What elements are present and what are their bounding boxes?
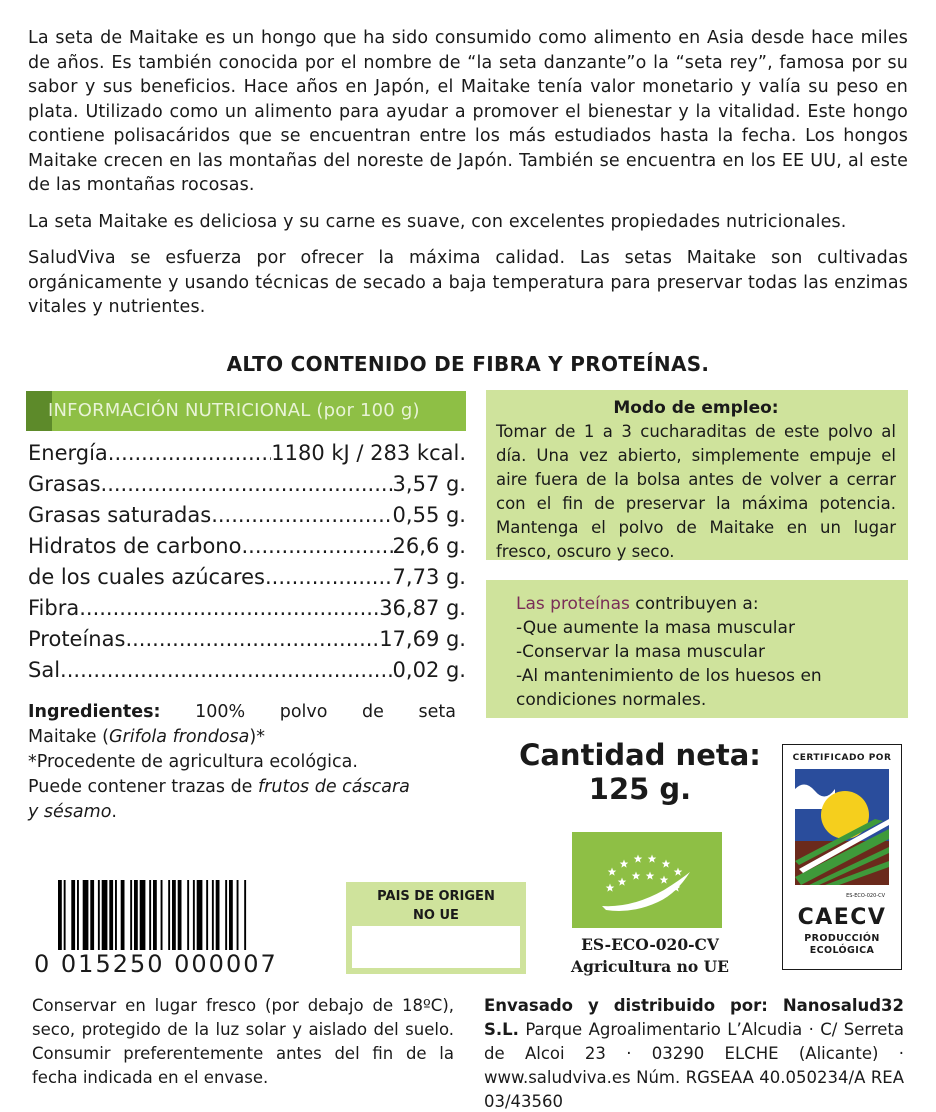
eu-organic-code: [560, 934, 740, 978]
caecv-logo-icon: [795, 769, 889, 901]
packer-label: Envasado y distribuido por: Nanosalud32 S.L.: [484, 996, 904, 1039]
eu-code: ES-ECO-020-CV: [581, 935, 719, 954]
barcode-bar: [90, 880, 94, 950]
caecv-subtitle: PRODUCCIÓN ECOLÓGICA: [804, 933, 880, 956]
caecv-small-code: ES-ECO-020-CV: [846, 893, 885, 899]
nutrition-leader-dots: [241, 531, 392, 562]
nutrition-label: Energía: [28, 441, 108, 465]
protein-claim: -Al mantenimiento de los huesos en: [516, 666, 822, 686]
nutrition-label: Grasas: [28, 472, 101, 496]
barcode-bar: [134, 880, 138, 950]
nutrition-label: de los cuales azúcares: [28, 565, 265, 589]
barcode-bar: [115, 880, 117, 950]
nutrition-leader-dots: [211, 500, 392, 531]
barcode: [58, 880, 298, 950]
protein-claim: -Conservar la masa muscular: [516, 642, 765, 662]
nutrition-leader-dots: [125, 624, 379, 655]
barcode-number: 0 015250 000007: [34, 950, 278, 978]
nutrition-label: Fibra: [28, 596, 80, 620]
nutrition-label: Grasas saturadas: [28, 503, 212, 527]
barcode-bar: [140, 880, 146, 950]
nutrition-label: Sal: [28, 658, 61, 682]
storage-instructions: Conservar en lugar fresco (por debajo de 18ºC), seco, protegido de la luz solar y aislado del suelo. Consumir preferentemente antes del fin de la fecha indicada en el envase.: [32, 996, 454, 1087]
intro-paragraph-1: La seta de Maitake es un hongo que ha sido consumido como alimento en Asia desde hace miles de años. Es también conocida por el nombre de “la seta danzante”o la “seta rey”, famosa por su sabor y sus beneficios. Hace años en Japón, el Maitake tenía valor monetario y valía su peso en plata. Utilizado como un alimento para ayudar a promover el bienestar y la vitalidad. Este hongo contiene polisacáridos que se encuentran entre los más estudiados hasta la fecha. Los hongos Maitake crecen en las montañas del noreste de Japón. También se encuentra en los EE UU, al este de las montañas rocosas.: [28, 28, 908, 195]
barcode-bar: [71, 880, 75, 950]
barcode-bar: [178, 880, 182, 950]
barcode-bar: [109, 880, 113, 950]
barcode-bar: [64, 880, 66, 950]
nutrition-label: Proteínas: [28, 627, 126, 651]
barcode-bar: [161, 880, 163, 950]
protein-claims-box: [486, 580, 908, 718]
ingredients-line-1: Ingredientes: 100% polvo de seta: [28, 702, 456, 722]
caecv-seal: [782, 744, 902, 970]
nutrition-row: [28, 531, 466, 562]
protein-highlight: Las proteínas: [516, 594, 630, 614]
ingredients-block: [28, 700, 456, 825]
ingredients-allergens-1: Puede contener trazas de frutos de cáscara: [28, 777, 410, 797]
eu-organic-leaf-icon: [572, 832, 722, 928]
barcode-bar: [83, 880, 89, 950]
nutrition-value: 0,02 g.: [392, 658, 466, 682]
nutrition-value: 26,6 g.: [392, 534, 466, 558]
net-quantity: [500, 738, 780, 806]
origin-box: [346, 882, 526, 974]
nutrition-table: [28, 438, 466, 686]
barcode-bar: [193, 880, 195, 950]
nutrition-leader-dots: [265, 562, 393, 593]
caecv-certified-label: CERTIFICADO POR: [792, 753, 892, 763]
nutrition-header: [26, 391, 466, 431]
nutrition-row: [28, 624, 466, 655]
nutrition-value: 0,55 g.: [392, 503, 466, 527]
ingredients-label: Ingredientes:: [28, 702, 161, 722]
nutrition-value: 1180 kJ / 283 kcal.: [271, 441, 466, 465]
barcode-bar: [206, 880, 208, 950]
nutrition-leader-dots: [108, 438, 271, 469]
nutrition-value: 3,57 g.: [392, 472, 466, 496]
nutrition-row: [28, 562, 466, 593]
nutrition-row: [28, 593, 466, 624]
barcode-bar: [172, 880, 176, 950]
intro-paragraph-3: SaludViva se esfuerza por ofrecer la máxima calidad. Las setas Maitake son cultivadas orgánicamente y usando técnicas de secado a baja temperatura para preservar todas las enzimas vitales y nutrientes.: [28, 248, 908, 317]
protein-intro: Las proteínas contribuyen a:: [516, 594, 759, 614]
barcode-bar: [244, 880, 246, 950]
packer-address: Parque Agroalimentario L’Alcudia · C/ Serreta de Alcoi 23 · 03290 ELCHE (Alicante) · www.saludviva.es Núm. RGSEAA 40.050234/A REA 03/43560: [484, 1020, 904, 1111]
barcode-bar: [58, 880, 62, 950]
nutrition-row: [28, 438, 466, 469]
intro-text: [28, 26, 908, 332]
barcode-bar: [197, 880, 203, 950]
nutrition-label: Hidratos de carbono: [28, 534, 242, 558]
headline: ALTO CONTENIDO DE FIBRA Y PROTEÍNAS.: [226, 352, 710, 376]
nutrition-header-title: INFORMACIÓN NUTRICIONAL (por 100 g): [48, 400, 420, 421]
nutrition-row: [28, 469, 466, 500]
barcode-bar: [98, 880, 100, 950]
nutrition-value: 7,73 g.: [392, 565, 466, 589]
nutrition-leader-dots: [60, 655, 393, 686]
protein-claim: condiciones normales.: [516, 690, 707, 710]
origin-blank-field: [352, 926, 520, 968]
nutrition-value: 17,69 g.: [379, 627, 466, 651]
barcode-bar: [153, 880, 157, 950]
net-quantity-value: 125 g.: [588, 772, 692, 806]
nutrition-row: [28, 655, 466, 686]
usage-box: [486, 390, 908, 560]
barcode-bar: [149, 880, 151, 950]
barcode-bar: [212, 880, 214, 950]
nutrition-leader-dots: [79, 593, 379, 624]
caecv-name: CAECV: [797, 905, 887, 930]
barcode-bar: [77, 880, 79, 950]
barcode-bar: [229, 880, 233, 950]
ingredients-allergens-2: y sésamo.: [28, 802, 117, 822]
ingredients-line-2: Maitake (Grifola frondosa)*: [28, 727, 265, 747]
barcode-bar: [216, 880, 220, 950]
origin-label: PAIS DE ORIGEN NO UE: [377, 889, 495, 923]
usage-title: Modo de empleo:: [613, 398, 779, 418]
protein-claim: -Que aumente la masa muscular: [516, 618, 795, 638]
intro-paragraph-2: La seta Maitake es deliciosa y su carne es suave, con excelentes propiedades nutricionales.: [28, 211, 847, 232]
packer-info: [484, 994, 904, 1112]
nutrition-value: 36,87 g.: [379, 596, 466, 620]
barcode-bar: [102, 880, 108, 950]
barcode-bar: [237, 880, 239, 950]
usage-text: Tomar de 1 a 3 cucharaditas de este polvo al día. Una vez abierto, simplemente empuje el aire fuera de la bolsa antes de volver a cerrar con el fin de preservar la máxima potencia. Mantenga el polvo de Maitake en un lugar fresco, oscuro y seco.: [496, 422, 896, 561]
barcode-bar: [187, 880, 189, 950]
nutrition-row: [28, 500, 466, 531]
ingredients-organic-note: *Procedente de agricultura ecológica.: [28, 752, 358, 772]
net-quantity-label: Cantidad neta:: [519, 738, 761, 772]
barcode-bar: [168, 880, 170, 950]
nutrition-leader-dots: [101, 469, 393, 500]
barcode-bar: [121, 880, 125, 950]
barcode-bar: [225, 880, 227, 950]
eu-agriculture-origin: Agricultura no UE: [571, 957, 729, 976]
barcode-bar: [130, 880, 132, 950]
